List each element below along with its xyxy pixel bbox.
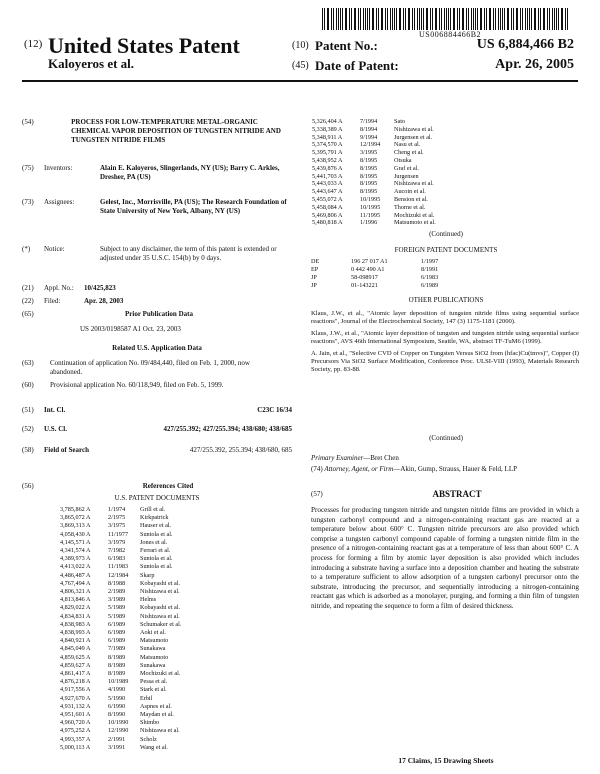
barcode-bar: [517, 8, 518, 30]
ref-name: Jones et al.: [140, 538, 168, 546]
ref-number: 3,869,313 A: [60, 522, 91, 530]
barcode-bar: [543, 8, 544, 30]
barcode-bar: [454, 8, 455, 30]
prior-label: Prior Publication Data: [125, 310, 193, 318]
inventors-block: [22, 164, 292, 182]
date-marker: (45): [292, 60, 309, 71]
filed-code: (22): [22, 297, 34, 305]
ref-date: 9/1994: [360, 133, 378, 141]
ref-number: 4,829,022 A: [60, 604, 91, 612]
patent-date: Apr. 26, 2005: [495, 57, 574, 72]
assignees: Gelest, Inc., Morrisville, PA (US); The Research Foundation of State University of New York, Albany, NY (US): [100, 198, 287, 215]
ref-date: 2/1991: [108, 735, 126, 743]
notice-label: Notice:: [44, 245, 65, 253]
ref-number: 5,348,911 A: [312, 133, 343, 141]
foreign-heading: FOREIGN PATENT DOCUMENTS: [394, 246, 498, 254]
ref-date: 0 442 490 A1: [351, 266, 385, 273]
ref-number: 4,861,417 A: [60, 670, 91, 677]
ref-date: 6/1990: [108, 702, 126, 710]
barcode-bar: [481, 8, 482, 30]
title-code: (54): [22, 118, 34, 126]
ref-name: Nishizawa et al.: [394, 125, 434, 133]
abstract-text: Processes for producing tungsten nitride and tungsten nitride films are provided in which a tungsten carbonyl compound and a nitrogen-containing reactant gas are reacted at a temperature below about 600° C. Tungsten nitride precursors are also provided which comprise a tungsten carbonyl compound capable of forming a tungsten nitride film in the presence of a nitrogen-containing reactant gas at a temperature of less than about 600° C. A process for forming a film by atomic layer deposition is also provided which includes introducing a substrate having a surface into a deposition chamber and heating the substrate to a temperature sufficient to allow adsorption of a tungsten carbonyl precursor onto the substrate, introducing the precursor, and sequentially introducing a nitrogen-containing reactant gas which is adsorbed as a monolayer, purging, and forming a thin film of tungsten nitride, and repeating the sequence to form a film of desired thickness.: [311, 506, 579, 610]
barcode-bar: [381, 8, 382, 30]
barcode-bar: [382, 8, 383, 30]
barcode-bar: [457, 8, 458, 30]
barcode-bar: [502, 8, 503, 30]
barcode-bar: [367, 8, 368, 30]
uscl-value: 427/255.392; 427/255.394; 438/680; 438/685: [163, 425, 292, 433]
barcode-bar: [562, 8, 563, 30]
prior-code: (65): [22, 310, 34, 318]
barcode-bar: [549, 8, 550, 30]
uscl-label: U.S. Cl.: [44, 425, 67, 433]
ref-number: 4,806,321 A: [60, 588, 91, 595]
other-publications: [311, 310, 579, 378]
barcode-bar: [349, 8, 350, 30]
ref-name: Pessa et al.: [140, 678, 168, 686]
related-block: [22, 344, 292, 390]
barcode-bar: [394, 8, 395, 30]
ref-name: Erbil: [140, 694, 153, 702]
barcode-bar: [354, 8, 355, 30]
ref-date: 7/1989: [108, 645, 126, 653]
ref-name: Sunakawa: [140, 645, 166, 653]
date-label: Date of Patent:: [315, 58, 399, 73]
appl-no: 10/425,823: [84, 284, 116, 292]
barcode-bar: [535, 8, 536, 30]
primary-examiner-label: Primary Examiner: [311, 454, 364, 462]
ref-name: Jurgensen et al.: [394, 133, 433, 141]
ref-number: 4,931,132 A: [60, 702, 91, 710]
barcode-bar: [462, 8, 463, 30]
publication-entry: A. Jain, et al., "Selective CVD of Copper on Tungsten Versus SiO2 from (hfac)Cu(tmvs)", Copper (I) Precursors Via SiO2 Surface Modification, Conference Proc. ULSI-VIII (1993), Materials Research Society, pp. 83-88.: [311, 349, 579, 374]
barcode-bar: [346, 8, 347, 30]
barcode-bar: [441, 8, 442, 30]
attorney-label: Attorney, Agent, or Firm: [324, 465, 394, 473]
uscl-code: (52): [22, 425, 34, 433]
ref-name: Aspnes et al.: [140, 702, 172, 710]
barcode-bar: [363, 8, 364, 30]
ref-date: 01-143221: [351, 282, 378, 289]
filed-label: Filed:: [44, 297, 61, 305]
ref-number: 4,486,487 A: [60, 571, 91, 579]
barcode-bar: [495, 8, 496, 30]
notice-block: [22, 245, 292, 263]
ref-number: 5,441,703 A: [312, 172, 343, 180]
barcode-bar: [489, 8, 490, 30]
ref-name: Skarp: [140, 571, 155, 579]
ref-name: Bension et al.: [394, 196, 428, 203]
barcode-bar: [400, 8, 401, 30]
barcode-bar: [498, 8, 499, 30]
ref-number: 5,438,952 A: [312, 157, 343, 164]
barcode-bar: [408, 8, 409, 30]
appl-label: Appl. No.:: [44, 284, 74, 292]
inventor-short: Kaloyeros et al.: [48, 56, 135, 71]
references-heading-block: [22, 482, 292, 503]
ref-number: 5,000,113 A: [60, 743, 91, 751]
ref-number: 4,840,921 A: [60, 637, 91, 645]
ref-date: 5/1989: [108, 604, 126, 612]
appl-code: (21): [22, 284, 34, 292]
ref-name: Suntola et al.: [140, 555, 173, 563]
ref-date: 10/1995: [360, 203, 381, 211]
barcode-bar: [448, 8, 449, 30]
ref-name: Kobayashi et al.: [140, 604, 181, 612]
related-63: Continuation of application No. 09/484,440, filed on Feb. 1, 2000, now abandoned.: [50, 359, 250, 376]
ref-name: 1/1997: [421, 258, 439, 265]
ref-name: Aoki et al.: [140, 629, 166, 636]
ref-name: Otsuka: [394, 157, 412, 164]
barcode-bar: [327, 8, 328, 30]
ref-date: 196 27 017 A1: [351, 258, 388, 265]
ref-date: 12/1994: [360, 141, 381, 149]
header-rule: [22, 80, 578, 82]
ref-name: Maydan et al.: [140, 711, 174, 718]
barcode-bar: [508, 8, 509, 30]
ref-date: 11/1983: [108, 563, 129, 571]
ref-number: JP: [311, 274, 317, 281]
barcode-bar: [340, 8, 341, 30]
notice-text: Subject to any disclaimer, the term of this patent is extended or adjusted under 35 U.S.C. 154(b) by 0 days.: [100, 245, 277, 262]
patent-no-label: Patent No.:: [315, 38, 378, 53]
claims-count: 17 Claims, 15 Drawing Sheets: [398, 756, 494, 765]
invention-title: PROCESS FOR LOW-TEMPERATURE METAL-ORGANIC CHEMICAL VAPOR DEPOSITION OF TUNGSTEN NITRIDE AND TUNGSTEN NITRIDE FILMS: [71, 118, 281, 144]
barcode-bar: [516, 8, 517, 30]
ref-date: 8/1995: [360, 188, 378, 196]
abstract-heading-block: [311, 490, 581, 499]
ref-date: 3/1989: [108, 596, 126, 604]
barcode-bar: [403, 8, 404, 30]
attorney: Akin, Gump, Strauss, Hauer & Feld, LLP: [400, 465, 517, 473]
ref-number: 4,975,252 A: [60, 727, 91, 735]
class-block: [22, 406, 292, 455]
barcode-bar: [565, 8, 566, 30]
barcode-bar: [544, 8, 545, 30]
ref-date: 3/1995: [360, 149, 378, 157]
other-pubs-heading: OTHER PUBLICATIONS: [408, 296, 484, 304]
ref-number: JP: [311, 282, 317, 289]
ref-number: 4,389,973 A: [60, 555, 91, 563]
ref-number: 5,374,570 A: [312, 141, 343, 149]
ref-date: 4/1990: [108, 686, 126, 694]
ref-date: 3/1979: [108, 538, 126, 546]
ref-name: Suntola et al.: [140, 563, 173, 571]
references-heading: References Cited: [142, 482, 194, 490]
barcode-bar: [552, 8, 553, 30]
barcode-bar: [423, 8, 424, 30]
ref-date: 7/1982: [108, 547, 126, 554]
ref-name: Helms: [140, 596, 157, 604]
barcode-bar: [409, 8, 410, 30]
related-63-code: (63): [22, 359, 34, 367]
barcode-bar: [531, 8, 532, 30]
ref-number: DE: [311, 258, 320, 265]
ref-name: Nishizawa et al.: [394, 180, 434, 188]
examiner-block: Primary Examiner—Bret Chen (74) Attorney, Agent, or Firm—Akin, Gump, Strauss, Hauer & Feld, LLP: [311, 454, 517, 473]
ref-number: 4,876,218 A: [60, 678, 91, 686]
ref-date: 11/1977: [108, 530, 129, 538]
related-60: Provisional application No. 60/118,949, filed on Feb. 5, 1999.: [50, 381, 224, 389]
ref-name: Sato: [394, 118, 406, 125]
barcode-bar: [322, 8, 323, 30]
barcode-bar: [477, 8, 478, 30]
ref-date: 1/1996: [360, 219, 378, 227]
ref-date: 3/1991: [108, 743, 126, 751]
ref-number: 4,927,670 A: [60, 694, 91, 702]
ref-date: 6/1989: [108, 620, 126, 628]
ref-date: 3/1975: [108, 522, 126, 530]
prior-data: US 2003/0198587 A1 Oct. 23, 2003: [80, 325, 181, 333]
notice-code: (*): [22, 245, 31, 253]
ref-number: 4,341,574 A: [60, 547, 91, 554]
filed-date: Apr. 28, 2003: [84, 297, 124, 305]
barcode-bar: [475, 8, 476, 30]
abstract-heading: ABSTRACT: [432, 489, 482, 499]
kind-marker: (12): [24, 38, 43, 50]
ref-number: 4,058,430 A: [60, 530, 91, 538]
appl-block: [22, 284, 292, 334]
inventors-code: (75): [22, 164, 34, 172]
barcode-bar: [444, 8, 445, 30]
ref-date: 5/1989: [108, 612, 126, 620]
us-patent-docs-heading: U.S. PATENT DOCUMENTS: [114, 494, 200, 502]
ref-number: 3,865,072 A: [60, 514, 91, 522]
ref-name: Graf et al.: [394, 164, 419, 172]
assignees-label: Assignees:: [44, 198, 75, 206]
barcode-bar: [396, 8, 397, 30]
ref-date: 8/1995: [360, 180, 378, 188]
assignees-code: (73): [22, 198, 34, 206]
ref-number: 5,458,084 A: [312, 203, 343, 211]
ref-number: 4,838,983 A: [60, 620, 91, 628]
ref-name: Mochizuki et al.: [140, 670, 181, 677]
ref-number: 5,443,647 A: [312, 188, 343, 196]
ref-number: 4,859,627 A: [60, 661, 91, 669]
barcode-bar: [342, 8, 343, 30]
ref-number: 5,439,876 A: [312, 164, 343, 172]
related-60-code: (60): [22, 381, 34, 389]
field-code: (58): [22, 446, 34, 454]
ref-date: 8/1995: [360, 172, 378, 180]
ref-number: 5,443,033 A: [312, 180, 343, 188]
barcode-bar: [430, 8, 431, 30]
ref-name: Mochizuki et al.: [394, 211, 435, 219]
ref-number: 4,960,720 A: [60, 719, 91, 727]
ref-name: Kobayashi et al.: [140, 579, 181, 587]
barcode-bar: [355, 8, 356, 30]
ref-name: Nasu et al.: [394, 141, 421, 149]
ref-number: 4,951,601 A: [60, 711, 91, 718]
field-label: Field of Search: [44, 446, 89, 454]
patent-number: US 6,884,466 B2: [476, 37, 574, 52]
ref-number: 5,326,404 A: [312, 118, 343, 125]
publication-entry: Klaus, J.W., et al., "Atomic layer deposition of tungsten and tungsten nitride using sequential surface reactions", AVS 46th International Symposium, Seattle, WA, abstract TF-TuM6 (1999).: [311, 329, 579, 346]
barcode-bar: [373, 8, 374, 30]
ref-date: 5/1990: [108, 694, 126, 702]
ref-date: 11/1995: [360, 211, 381, 219]
ref-date: 2/1989: [108, 588, 126, 595]
ref-number: EP: [311, 266, 319, 273]
publication-entry: Klaus, J.W., et al., "Atomic layer deposition of tungsten nitride films using sequential surface reactions", Journal of the Electrochemical Society, 147 (3) 1175-1181 (2000).: [311, 310, 579, 326]
ref-number: 5,338,389 A: [312, 125, 343, 133]
ref-date: 7/1994: [360, 118, 378, 125]
attorney-code: (74): [311, 465, 323, 473]
barcode-bar: [556, 8, 557, 30]
barcode-bar: [471, 8, 472, 30]
barcode-bar: [490, 8, 491, 30]
barcode-bar: [427, 8, 428, 30]
related-heading: Related U.S. Application Data: [112, 344, 202, 352]
primary-examiner: Bret Chen: [370, 454, 399, 462]
ref-number: 4,813,846 A: [60, 596, 91, 604]
ref-number: 5,455,072 A: [312, 196, 343, 203]
barcode-bar: [484, 8, 485, 30]
barcode-bar: [360, 8, 361, 30]
ref-date: 8/1989: [108, 661, 126, 669]
ref-date: 12/1990: [108, 727, 129, 735]
barcode-bar: [417, 8, 418, 30]
title-block: [22, 118, 292, 145]
inventors: Alain E. Kaloyeros, Slingerlands, NY (US); Barry C. Arkles, Dresher, PA (US): [100, 164, 280, 181]
barcode-bar: [511, 8, 512, 30]
ref-name: 6/1983: [421, 274, 439, 281]
barcode-bar: [463, 8, 464, 30]
ref-number: 4,767,494 A: [60, 579, 91, 587]
assignees-block: [22, 198, 292, 216]
ref-date: 8/1995: [360, 164, 378, 172]
intcl-code: (51): [22, 406, 34, 414]
barcode-bar: [558, 8, 559, 30]
ref-date: 12/1984: [108, 571, 129, 579]
ref-name: Jurgensen: [394, 172, 419, 180]
ref-name: Grill et al.: [140, 506, 166, 513]
ref-date: 8/1994: [360, 125, 378, 133]
ref-number: 4,917,556 A: [60, 686, 91, 694]
barcode-bar: [376, 8, 377, 30]
ref-date: 8/1988: [108, 579, 126, 587]
ref-date: 6/1989: [108, 637, 126, 645]
ref-number: 3,785,862 A: [60, 506, 91, 513]
ref-name: Ferrari et al.: [140, 547, 171, 554]
ref-date: 6/1989: [108, 629, 126, 636]
ref-date: 8/1990: [108, 711, 126, 718]
patent-no-marker: (10): [292, 40, 309, 51]
ref-name: 6/1989: [421, 282, 439, 289]
ref-name: Nishizawa et al.: [140, 612, 180, 620]
barcode-bar: [450, 8, 451, 30]
barcode-bar: [529, 8, 530, 30]
barcode-bar: [333, 8, 334, 30]
intcl-value: C23C 16/34: [257, 406, 292, 414]
ref-name: Shimbo: [140, 719, 160, 727]
ref-name: Matsumoto: [140, 637, 169, 645]
barcode-bar: [522, 8, 523, 30]
barcode-bar: [436, 8, 437, 30]
barcode-bar: [328, 8, 329, 30]
barcode-bar: [504, 8, 505, 30]
barcode-bar: [525, 8, 526, 30]
ref-name: Wang et al.: [140, 743, 168, 751]
page-title: United States Patent: [48, 33, 240, 58]
ref-number: 4,859,625 A: [60, 653, 91, 661]
barcode-bar: [336, 8, 337, 30]
ref-date: 10/1995: [360, 196, 381, 203]
ref-name: Nishizawa et al.: [140, 727, 180, 735]
ref-name: Nishizawa et al.: [140, 588, 180, 595]
ref-name: Hauser et al.: [140, 522, 172, 530]
ref-name: Thorne et al.: [394, 203, 426, 211]
barcode-bar: [387, 8, 388, 30]
ref-number: 4,845,049 A: [60, 645, 91, 653]
ref-number: 4,413,022 A: [60, 563, 91, 571]
ref-number: 4,993,357 A: [60, 735, 91, 743]
intcl-label: Int. Cl.: [44, 406, 66, 414]
ref-number: 5,395,791 A: [312, 149, 343, 157]
references-continued: (Continued): [429, 230, 463, 238]
barcode-bar: [435, 8, 436, 30]
ref-name: Aucoin et al.: [394, 188, 426, 196]
ref-name: Cheng et al.: [394, 149, 424, 157]
ref-number: 4,145,571 A: [60, 538, 91, 546]
ref-name: Matsumoto: [140, 653, 169, 661]
references-code: (56): [22, 482, 34, 490]
ref-name: Schumaker et al.: [140, 620, 182, 628]
abstract-code: (57): [311, 490, 323, 498]
ref-name: Sunakawa: [140, 661, 166, 669]
ref-date: 10/1990: [108, 719, 129, 727]
ref-date: 6/1983: [108, 555, 126, 563]
ref-date: 2/1975: [108, 514, 126, 522]
barcode-bar: [468, 8, 469, 30]
ref-date: 8/1995: [360, 157, 378, 164]
ref-name: Matsumoto et al.: [394, 219, 436, 227]
barcode-bar: [421, 8, 422, 30]
pubs-continued: (Continued): [429, 434, 463, 442]
barcode-bar: [414, 8, 415, 30]
ref-number: 4,838,993 A: [60, 629, 91, 636]
barcode: [322, 8, 570, 30]
inventors-label: Inventors:: [44, 164, 73, 172]
ref-name: Suntola et al.: [140, 530, 173, 538]
barcode-number: US006884466B2: [418, 30, 482, 39]
ref-name: 8/1991: [421, 266, 439, 273]
ref-date: 1/1974: [108, 506, 126, 513]
ref-date: 8/1989: [108, 653, 126, 661]
barcode-bar: [369, 8, 370, 30]
ref-name: Kirkpatrick: [140, 514, 169, 522]
ref-name: Scholz: [140, 735, 157, 743]
barcode-bar: [390, 8, 391, 30]
ref-date: 10/1989: [108, 678, 129, 686]
ref-number: 5,469,806 A: [312, 211, 343, 219]
ref-date: 58-098917: [351, 274, 378, 281]
ref-number: 5,480,818 A: [312, 219, 343, 227]
ref-name: Stark et al.: [140, 686, 167, 694]
ref-date: 8/1989: [108, 670, 126, 677]
field-value: 427/255.392, 255.394; 438/680, 685: [189, 446, 292, 454]
barcode-bar: [538, 8, 539, 30]
ref-number: 4,834,831 A: [60, 612, 91, 620]
